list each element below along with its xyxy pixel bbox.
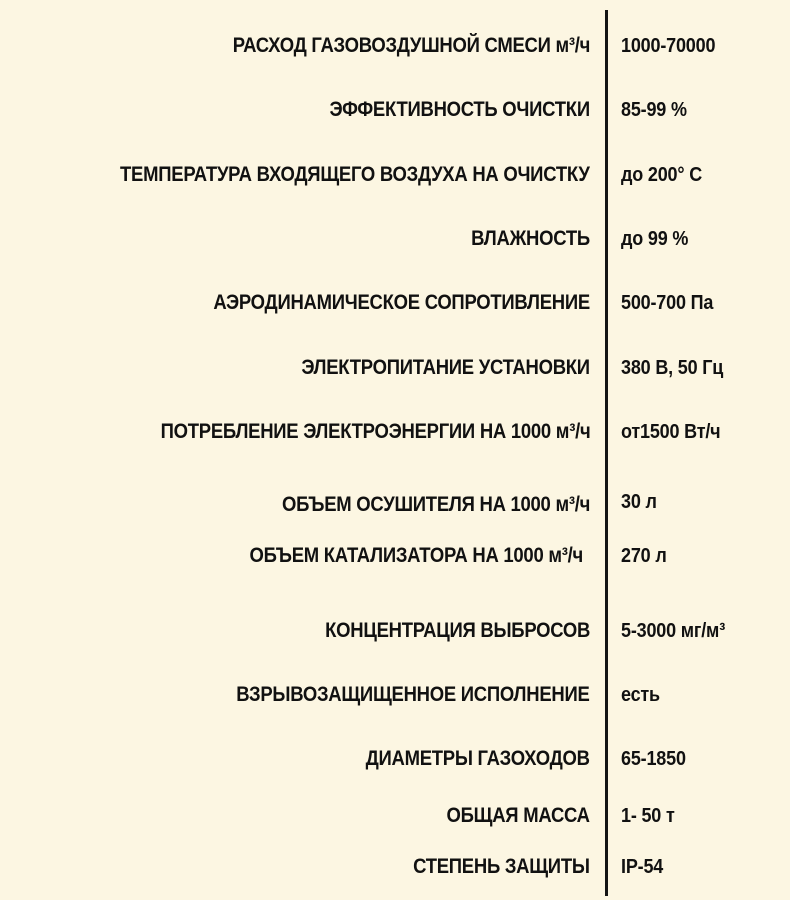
- spec-label: ТЕМПЕРАТУРА ВХОДЯЩЕГО ВОЗДУХА НА ОЧИСТКУ: [120, 163, 590, 186]
- spec-row-power-supply: [0, 348, 790, 388]
- spec-value: до 99 %: [621, 228, 689, 250]
- spec-value: 1- 50 т: [621, 805, 675, 827]
- spec-row-total-weight: [0, 796, 790, 836]
- spec-row-gas-flow: [0, 26, 790, 66]
- spec-row-duct-diameters: [0, 739, 790, 779]
- spec-row-dryer-volume: [0, 485, 790, 525]
- spec-value: 1000-70000: [621, 35, 716, 57]
- spec-label: КОНЦЕНТРАЦИЯ ВЫБРОСОВ: [325, 619, 590, 642]
- spec-row-efficiency: [0, 90, 790, 130]
- spec-label: АЭРОДИНАМИЧЕСКОЕ СОПРОТИВЛЕНИЕ: [213, 291, 590, 314]
- spec-label: ОБЪЕМ КАТАЛИЗАТОРА НА 1000 м³/ч: [249, 544, 583, 567]
- spec-row-emission-concentration: [0, 611, 790, 651]
- spec-value: 5-3000 мг/м³: [621, 620, 726, 642]
- spec-value: от1500 Вт/ч: [621, 421, 721, 443]
- spec-value: 65-1850: [621, 748, 686, 770]
- spec-row-catalyst-volume: [0, 536, 790, 576]
- spec-label: ПОТРЕБЛЕНИЕ ЭЛЕКТРОЭНЕРГИИ НА 1000 м³/ч: [160, 420, 590, 443]
- spec-label: ВЗРЫВОЗАЩИЩЕННОЕ ИСПОЛНЕНИЕ: [236, 683, 590, 706]
- spec-value: 30 л: [621, 491, 657, 513]
- spec-value: 85-99 %: [621, 99, 687, 121]
- spec-label: ВЛАЖНОСТЬ: [471, 227, 590, 250]
- spec-value: 380 В, 50 Гц: [621, 357, 724, 379]
- spec-label: ОБЪЕМ ОСУШИТЕЛЯ НА 1000 м³/ч: [281, 493, 590, 516]
- spec-row-humidity: [0, 219, 790, 259]
- spec-value: IP-54: [621, 856, 664, 878]
- spec-value: 500-700 Па: [621, 292, 714, 314]
- spec-label: ДИАМЕТРЫ ГАЗОХОДОВ: [365, 747, 590, 770]
- spec-label: ОБЩАЯ МАССА: [446, 804, 590, 827]
- spec-value: до 200° С: [621, 164, 703, 186]
- spec-value: есть: [621, 684, 660, 706]
- spec-label: РАСХОД ГАЗОВОЗДУШНОЙ СМЕСИ м³/ч: [232, 34, 590, 57]
- spec-label: ЭФФЕКТИВНОСТЬ ОЧИСТКИ: [329, 98, 590, 121]
- spec-row-protection-rating: [0, 847, 790, 887]
- spec-value: 270 л: [621, 545, 667, 567]
- spec-row-resistance: [0, 283, 790, 323]
- spec-row-power-consumption: [0, 412, 790, 452]
- spec-label: СТЕПЕНЬ ЗАЩИТЫ: [413, 855, 590, 878]
- spec-row-temperature: [0, 155, 790, 195]
- spec-row-explosion-proof: [0, 675, 790, 715]
- spec-label: ЭЛЕКТРОПИТАНИЕ УСТАНОВКИ: [301, 356, 590, 379]
